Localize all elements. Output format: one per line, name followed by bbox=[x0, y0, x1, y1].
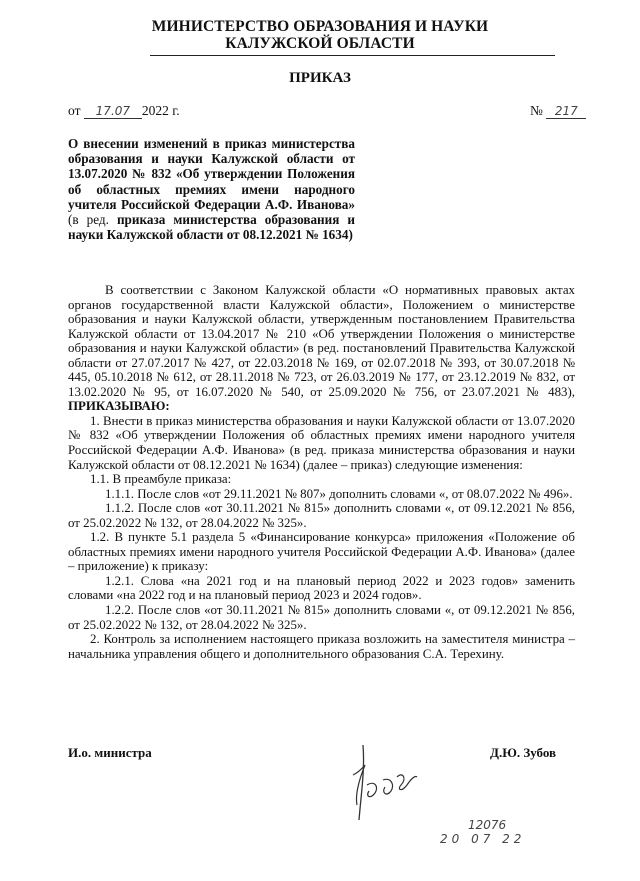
ministry-line-2: КАЛУЖСКОЙ ОБЛАСТИ bbox=[225, 35, 415, 52]
subject-bold: О внесении изменений в приказ министерства образования и науки Калужской области от 13.07.2020 № 832 «Об утверждении Положения об областных премиях имени народного учителя Российской Федерации А.Ф. Иванова» bbox=[68, 136, 355, 212]
order-word: ПРИКАЗЫВАЮ: bbox=[68, 399, 170, 414]
paragraph-2: 2. Контроль за исполнением настоящего приказа возложить на заместителя министра – начальника управления общего и дополнительного образования С.А. Терехину. bbox=[68, 632, 575, 661]
paragraph-1-2-1: 1.2.1. Слова «на 2021 год и на плановый период 2022 и 2023 годов» заменить словами «на 2022 год и на плановый период 2023 и 2024 годов». bbox=[68, 573, 575, 603]
order-number bbox=[530, 103, 586, 119]
header-divider bbox=[150, 55, 555, 56]
handwritten-registration-mark bbox=[440, 818, 590, 878]
signatory-name: Д.Ю. Зубов bbox=[490, 745, 557, 760]
registration-mark-line-1: 12076 bbox=[468, 818, 507, 832]
preamble-paragraph bbox=[68, 283, 575, 414]
subject-normal: (в ред. bbox=[68, 212, 109, 228]
paragraph-1-2: 1.2. В пункте 5.1 раздела 5 «Финансирование конкурса» приложения «Положение об областных премиях имени народного учителя Российской Федерации А.Ф. Иванова» (далее – приложение) к приказу: bbox=[68, 530, 575, 574]
order-body bbox=[68, 283, 575, 661]
number-prefix: № bbox=[530, 103, 543, 118]
paragraph-1-2-2: 1.2.2. После слов «от 30.11.2021 № 815» дополнить словами «, от 09.12.2021 № 856, от 25.02.2022 № 132, от 28.04.2022 № 325». bbox=[68, 603, 575, 632]
handwritten-signature bbox=[335, 735, 435, 825]
document-type-title: ПРИКАЗ bbox=[289, 70, 351, 86]
registration-mark-line-2: 20 07 22 bbox=[440, 832, 526, 846]
handwritten-number: 217 bbox=[546, 104, 586, 119]
date-prefix: от bbox=[68, 103, 81, 118]
paragraph-1-1-2: 1.1.2. После слов «от 30.11.2021 № 815» дополнить словами «, от 09.12.2021 № 856, от 25.02.2022 № 132, от 28.04.2022 № 325». bbox=[68, 501, 575, 530]
ministry-line-1: МИНИСТЕРСТВО ОБРАЗОВАНИЯ И НАУКИ bbox=[151, 18, 489, 35]
date-year: 2022 г. bbox=[141, 103, 180, 118]
subject-tail: приказа министерства образования и науки Калужской области от 08.12.2021 № 1634) bbox=[68, 212, 355, 243]
order-date bbox=[68, 103, 180, 119]
paragraph-1: 1. Внести в приказ министерства образования и науки Калужской области от 13.07.2020 № 832 «Об утверждении Положения об областных премиях имени народного учителя Российской Федерации А.Ф. Иванова» (в ред. приказа министерства образования и науки Калужской области от 08.12.2021 № 1634) (далее – приказ) следующие изменения: bbox=[68, 413, 575, 472]
preamble-text: В соответствии с Законом Калужской области «О нормативных правовых актах органов государственной власти Калужской области», Положением о министерстве образования и науки Калужской области, утвержденным постановлением Правительства Калужской области от 13.04.2017 № 210 «Об утверждении Положения о министерстве образования и науки Калужской области» (в ред. постановлений Правительства Калужской области от 27.07.2017 № 427, от 22.03.2018 № 169, от 02.07.2018 № 393, от 30.07.2018 № 445, 05.10.2018 № 612, от 28.11.2018 № 723, от 26.03.2019 № 177, от 23.12.2019 № 832, от 13.02.2020 № 95, от 16.07.2020 № 540, от 25.09.2020 № 756, от 23.07.2021 № 483), bbox=[68, 283, 575, 399]
paragraph-1-1: 1.1. В преамбуле приказа: bbox=[90, 472, 232, 487]
order-subject bbox=[68, 136, 355, 242]
handwritten-date: 17.07 bbox=[84, 104, 142, 119]
paragraph-1-1-1: 1.1.1. После слов «от 29.11.2021 № 807» дополнить словами «, от 08.07.2022 № 496». bbox=[105, 486, 573, 501]
signatory-title: И.о. министра bbox=[68, 745, 152, 760]
ministry-header bbox=[0, 18, 640, 52]
